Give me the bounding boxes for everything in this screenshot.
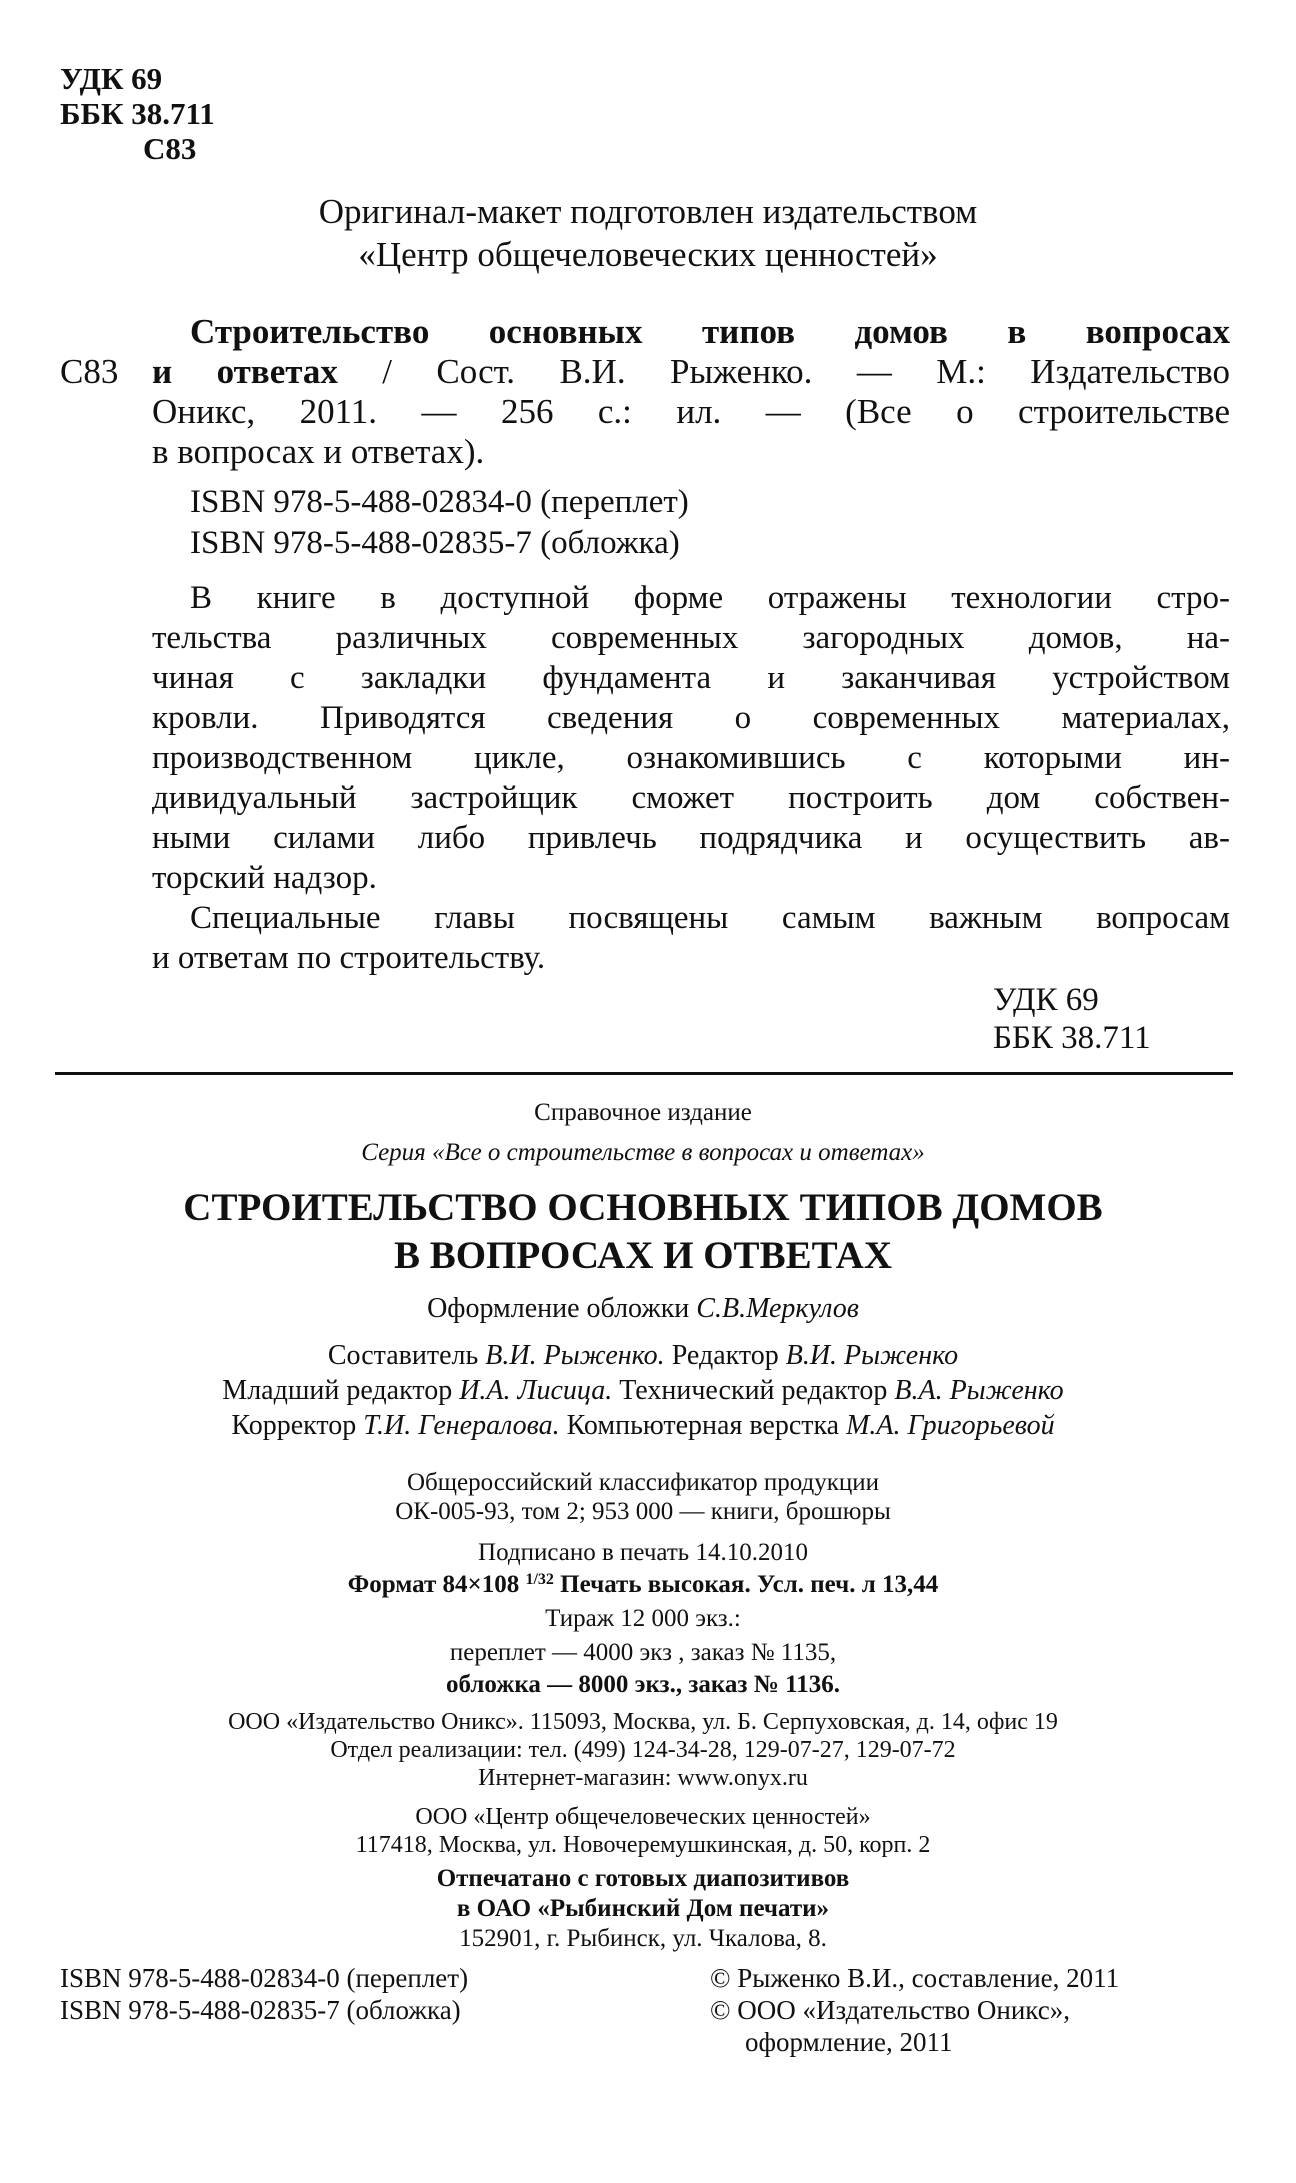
print-run-hardcover: переплет — 4000 экз , заказ № 1135, <box>449 1639 837 1666</box>
udk-code: УДК 69 <box>60 61 163 96</box>
copyright-compilation: © Рыженко В.И., составление, 2011 <box>710 1963 1120 1993</box>
tech-editor-name: В.А. Рыженко <box>894 1375 1064 1406</box>
edition-type: Справочное издание <box>534 1099 752 1126</box>
annotation-line: чиная с закладки фундамента и заканчивая устройством <box>152 660 1230 696</box>
annotation-line: ными силами либо привлечь подрядчика и осуществить ав- <box>152 820 1230 856</box>
annotation-para2-line2: и ответам по строительству. <box>152 940 546 976</box>
original-layout-line1: Оригинал-макет подготовлен издательством <box>318 192 978 231</box>
corrector-name: Т.И. Генералова. <box>363 1410 560 1441</box>
cover-designer: С.В.Меркулов <box>696 1293 859 1324</box>
series-name: Серия «Все о строительстве в вопросах и ответах» <box>361 1139 925 1166</box>
book-title-line1: СТРОИТЕЛЬСТВО ОСНОВНЫХ ТИПОВ ДОМОВ <box>183 1186 1103 1229</box>
signed-to-print: Подписано в печать 14.10.2010 <box>478 1539 808 1566</box>
bib-title-line1: Строительство основных типов домов в вопросах <box>190 312 1230 351</box>
printed-from: Отпечатано с готовых диапозитивов <box>436 1865 850 1892</box>
printing-house-address: 152901, г. Рыбинск, ул. Чкалова, 8. <box>459 1925 827 1952</box>
format-fraction: 1/32 <box>525 1571 554 1588</box>
bib-title-line2 <box>152 352 1230 392</box>
classifier-line1: Общероссийский классификатор продукции <box>406 1469 880 1496</box>
annotation-line: производственном цикле, ознакомившись с которыми ин- <box>152 740 1230 776</box>
annotation-udk: УДК 69 <box>993 982 1099 1018</box>
bbk-code: ББК 38.711 <box>60 96 215 131</box>
bib-compiler: / Сост. В.И. Рыженко. — М.: Издательство <box>337 352 1231 391</box>
online-store: Интернет-магазин: www.onyx.ru <box>478 1765 808 1791</box>
bib-isbn-hardcover: ISBN 978-5-488-02834-0 (переплет) <box>190 484 689 520</box>
print-run-softcover: обложка — 8000 экз., заказ № 1136. <box>446 1671 840 1698</box>
annotation-bbk: ББК 38.711 <box>993 1020 1151 1056</box>
bib-author-mark: С83 <box>60 352 119 391</box>
format-line: Формат 84×108 $^{1/32}$ Печать высокая. Усл. печ. л 13,44 <box>347 1571 939 1598</box>
sales-department: Отдел реализации: тел. (499) 124-34-28, 129-07-27, 129-07-72 <box>330 1737 956 1763</box>
annotation-para2-line1: Специальные главы посвящены самым важным вопросам <box>190 900 1230 936</box>
copyright-design: оформление, 2011 <box>745 2027 953 2057</box>
footer-isbn-softcover: ISBN 978-5-488-02835-7 (обложка) <box>60 1995 461 2025</box>
center-address: 117418, Москва, ул. Новочеремушкинская, д. 50, корп. 2 <box>355 1832 931 1858</box>
bib-title-end: и ответах <box>152 352 338 391</box>
compiler-editor-credit: Составитель В.И. Рыженко. Редактор В.И. Рыженко <box>327 1340 959 1371</box>
layout-artist-name: М.А. Григорьевой <box>846 1410 1055 1441</box>
annotation-line: дивидуальный застройщик сможет построить дом собствен- <box>152 780 1230 816</box>
junior-tech-editor-credit: Младший редактор И.А. Лисица. Технический редактор В.А. Рыженко <box>222 1375 1064 1406</box>
author-mark: С83 <box>143 131 197 166</box>
corrector-layout-credit: Корректор Т.И. Генералова. Компьютерная верстка М.А. Григорьевой <box>231 1410 1055 1441</box>
section-divider <box>55 1072 1233 1075</box>
bib-isbn-softcover: ISBN 978-5-488-02835-7 (обложка) <box>190 525 680 561</box>
copyright-publisher: © ООО «Издательство Оникс», <box>710 1995 1070 2025</box>
book-title-line2: В ВОПРОСАХ И ОТВЕТАХ <box>393 1234 892 1277</box>
classifier-line2: ОК-005-93, том 2; 953 000 — книги, брошюры <box>395 1498 891 1525</box>
center-name: ООО «Центр общечеловеческих ценностей» <box>415 1804 871 1830</box>
publisher-address: ООО «Издательство Оникс». 115093, Москва, ул. Б. Серпуховская, д. 14, офис 19 <box>228 1709 1058 1735</box>
original-layout-line2: «Центр общечеловеческих ценностей» <box>358 235 938 274</box>
junior-editor-name: И.А. Лисица. <box>459 1375 613 1406</box>
compiler-name: В.И. Рыженко. <box>485 1340 665 1371</box>
annotation-line: тельства различных современных загородных домов, на- <box>152 620 1230 656</box>
cover-design-credit: Оформление обложки С.В.Меркулов <box>427 1293 859 1324</box>
editor-name: В.И. Рыженко <box>785 1340 959 1371</box>
annotation-line: В книге в доступной форме отражены технологии стро- <box>190 580 1230 616</box>
bib-publisher-line: Оникс, 2011. — 256 с.: ил. — (Все о строительстве <box>152 392 1230 431</box>
footer-isbn-hardcover: ISBN 978-5-488-02834-0 (переплет) <box>60 1963 469 1993</box>
annotation-line: кровли. Приводятся сведения о современных материалах, <box>152 700 1230 736</box>
print-run: Тираж 12 000 экз.: <box>545 1605 741 1632</box>
printing-house: в ОАО «Рыбинский Дом печати» <box>456 1895 830 1922</box>
bib-series-end: в вопросах и ответах). <box>152 432 485 471</box>
annotation-line: торский надзор. <box>152 860 377 896</box>
